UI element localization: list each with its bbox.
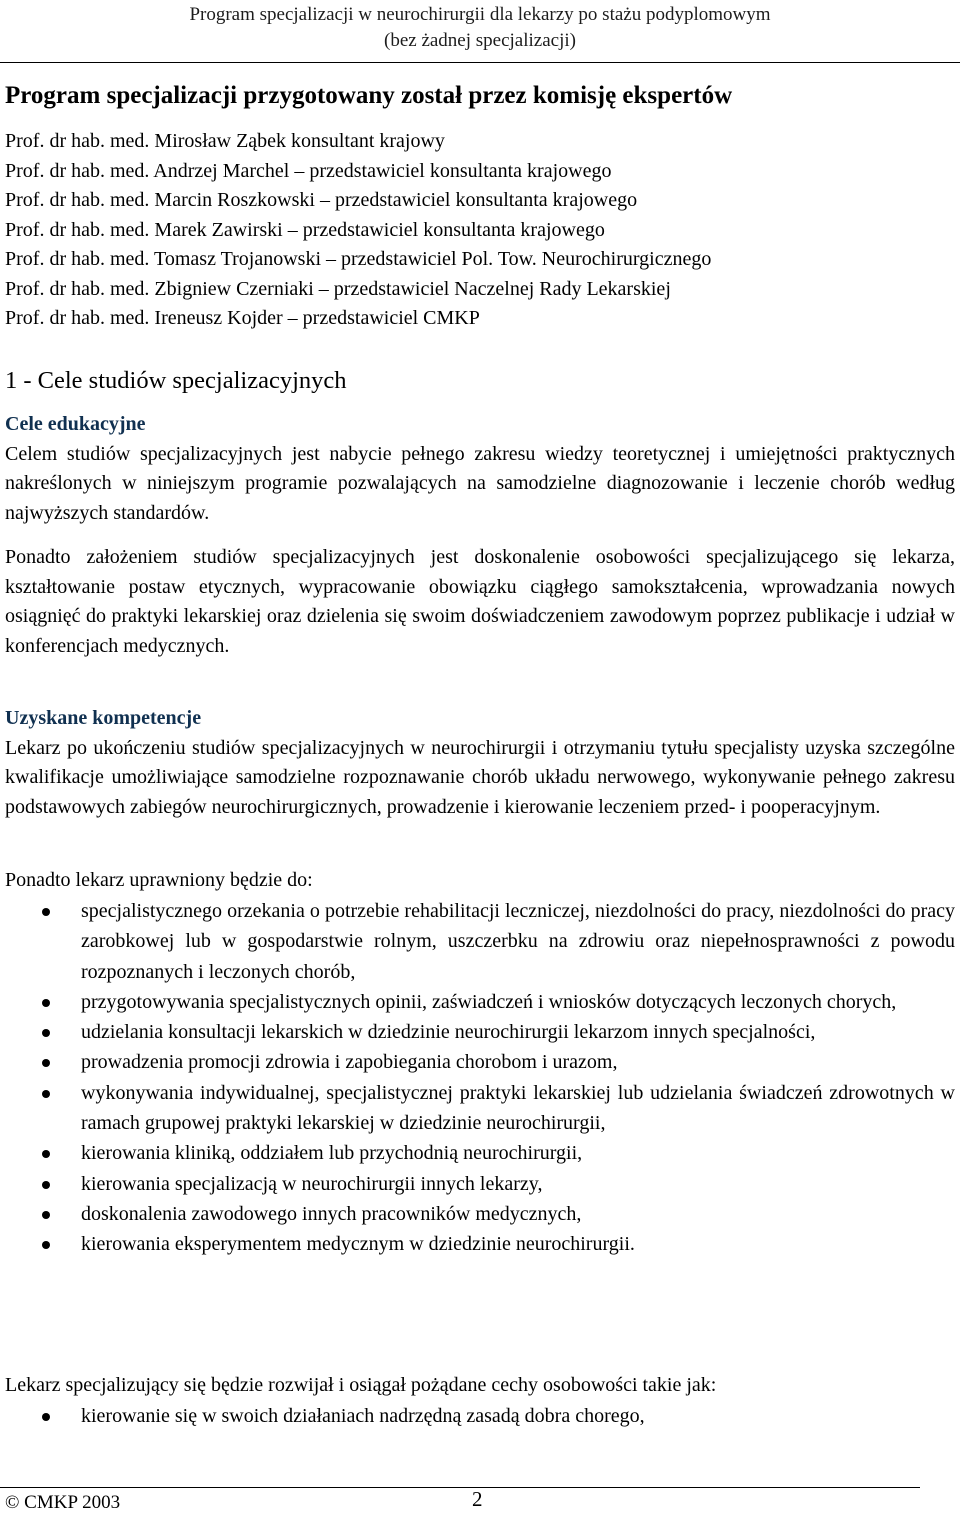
bullet-icon [42, 908, 50, 916]
section-title: 1 - Cele studiów specjalizacyjnych [5, 367, 347, 394]
expert-line: Prof. dr hab. med. Mirosław Ząbek konsultant krajowy [5, 130, 445, 152]
list-item: prowadzenia promocji zdrowia i zapobiegania chorobom i urazom, [0, 1047, 955, 1077]
uprawnienia-list [0, 896, 955, 1260]
bullet-icon [42, 1090, 50, 1098]
page-number: 2 [472, 1487, 483, 1511]
experts-list [5, 127, 711, 334]
list-item: wykonywania indywidualnej, specjalistycznej praktyki lekarskiej lub udzielania świadczeń zdrowotnych w ramach grupowej praktyki lekarskiej w dziedzinie neurochirurgii, [0, 1078, 955, 1139]
list-item: udzielania konsultacji lekarskich w dziedzinie neurochirurgii lekarzom innych specjalności, [0, 1017, 955, 1047]
expert-line: Prof. dr hab. med. Ireneusz Kojder – przedstawiciel CMKP [5, 307, 480, 329]
list-item: kierowania eksperymentem medycznym w dziedzinie neurochirurgii. [0, 1229, 955, 1259]
cele-paragraph-2: Ponadto założeniem studiów specjalizacyjnych jest doskonalenie osobowości specjalizującego się lekarza, kształtowanie postaw etycznych, wypracowanie obowiązku ciągłego samokształcenia, wprowadzania nowych osiągnięć do praktyki lekarskiej oraz dzielenia się swoim doświadczeniem zawodowym poprzez publikacje i udział w konferencjach medycznych. [5, 546, 955, 658]
cele-edukacyjne-block [5, 410, 955, 529]
list-item: specjalistycznego orzekania o potrzebie rehabilitacji leczniczej, niezdolności do pracy, niezdolności do pracy zarobkowej lub w gospodarstwie rolnym, uszczerbku na zdrowiu oraz niepełnosprawności z powodu rozpoznanych i leczonych chorób, [0, 896, 955, 987]
bullet-icon [42, 1150, 50, 1158]
bullet-icon [42, 1413, 50, 1421]
expert-line: Prof. dr hab. med. Marek Zawirski – przedstawiciel konsultanta krajowego [5, 218, 605, 241]
list-item: kierowania kliniką, oddziałem lub przychodnią neurochirurgii, [0, 1138, 955, 1168]
main-title: Program specjalizacji przygotowany został przez komisję ekspertów [5, 82, 733, 109]
cechy-intro: Lekarz specjalizujący się będzie rozwijał i osiągał pożądane cechy osobowości takie jak: [5, 1374, 717, 1396]
kompetencje-paragraph-2: Ponadto lekarz uprawniony będzie do: [5, 869, 313, 891]
bullet-icon [42, 1241, 50, 1249]
list-item: kierowanie się w swoich działaniach nadrzędną zasadą dobra chorego, [0, 1401, 955, 1431]
footer-copyright: © CMKP 2003 [5, 1492, 121, 1513]
bullet-icon [42, 1059, 50, 1067]
kompetencje-intro-block [5, 866, 955, 896]
list-item: kierowania specjalizacją w neurochirurgii innych lekarzy, [0, 1169, 955, 1199]
kompetencje-block [5, 704, 955, 823]
header-divider [0, 62, 960, 63]
bullet-icon [42, 999, 50, 1007]
expert-line: Prof. dr hab. med. Marcin Roszkowski – przedstawiciel konsultanta krajowego [5, 189, 638, 211]
cele-paragraph-1: Celem studiów specjalizacyjnych jest nabycie pełnego zakresu wiedzy teoretycznej i umiejętności praktycznych nakreślonych w niniejszym programie pozwalających na samodzielne diagnozowanie i leczenie chorób według najwyższych standardów. [5, 442, 955, 525]
expert-line: Prof. dr hab. med. Andrzej Marchel – przedstawiciel konsultanta krajowego [5, 159, 612, 182]
bullet-icon [42, 1029, 50, 1037]
cechy-intro-block [5, 1371, 955, 1401]
cele-paragraph-2-block [5, 543, 955, 662]
cechy-list [0, 1401, 955, 1431]
kompetencje-paragraph-1: Lekarz po ukończeniu studiów specjalizacyjnych w neurochirurgii i otrzymaniu tytułu specjalisty uzyska szczególne kwalifikacje umożliwiające samodzielne rozpoznawanie chorób układu nerwowego, wykonywanie pełnego zakresu podstawowych zabiegów neurochirurgicznych, prowadzenie i kierowanie leczeniem przed- i pooperacyjnym. [5, 736, 955, 819]
list-item: przygotowywania specjalistycznych opinii, zaświadczeń i wniosków dotyczących leczonych chorych, [0, 987, 955, 1017]
cele-heading: Cele edukacyjne [5, 413, 146, 435]
bullet-icon [42, 1211, 50, 1219]
footer-divider [0, 1487, 920, 1488]
kompetencje-heading: Uzyskane kompetencje [5, 707, 202, 729]
header-line-1: Program specjalizacji w neurochirurgii dla lekarzy po stażu podyplomowym [189, 4, 771, 25]
list-item: doskonalenia zawodowego innych pracowników medycznych, [0, 1199, 955, 1229]
running-header [0, 2, 960, 54]
expert-line: Prof. dr hab. med. Tomasz Trojanowski – przedstawiciel Pol. Tow. Neurochirurgicznego [5, 248, 712, 270]
bullet-icon [42, 1181, 50, 1189]
header-line-2: (bez żadnej specjalizacji) [384, 30, 576, 51]
expert-line: Prof. dr hab. med. Zbigniew Czerniaki – przedstawiciel Naczelnej Rady Lekarskiej [5, 277, 671, 300]
